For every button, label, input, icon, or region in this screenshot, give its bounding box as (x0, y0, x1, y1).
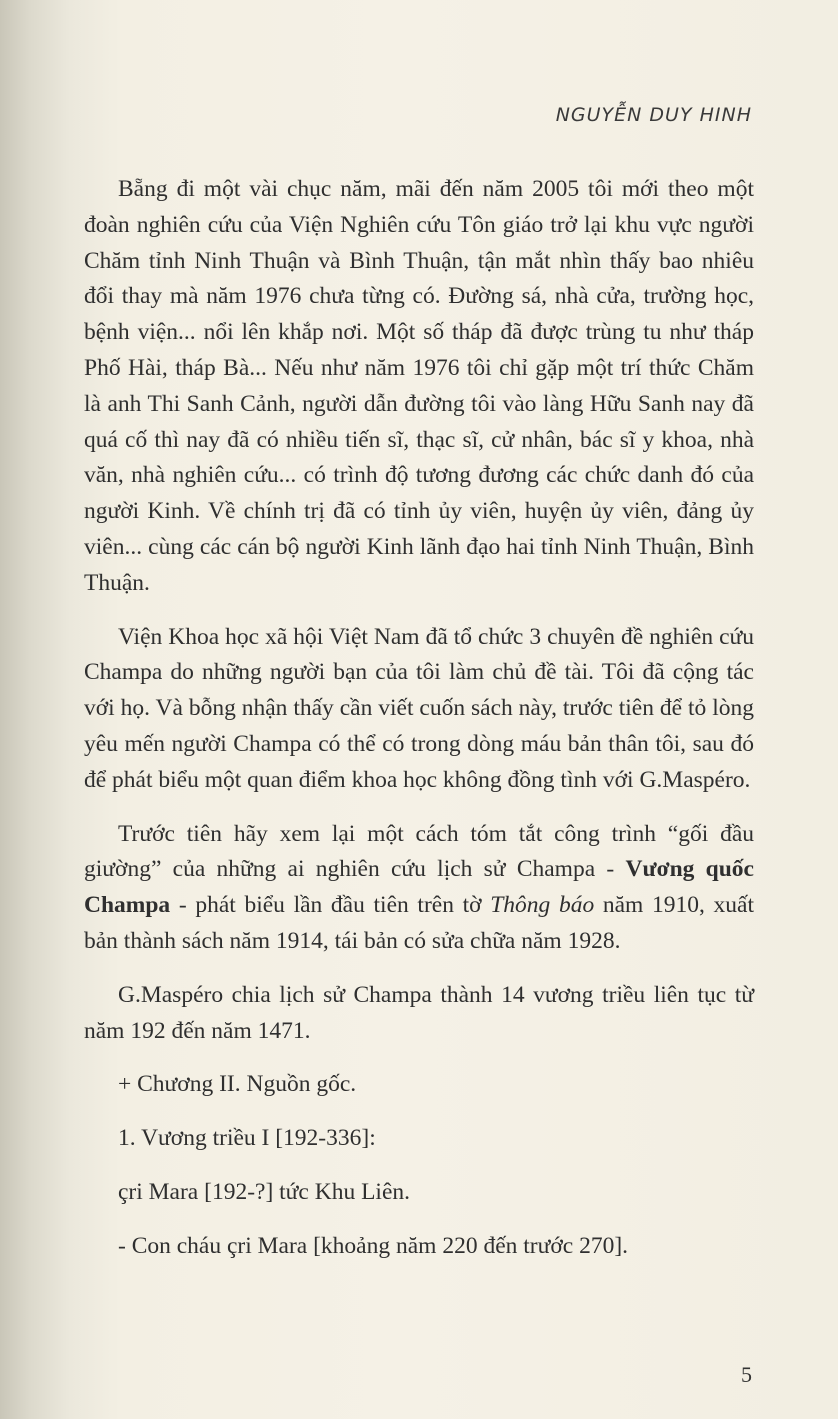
dynasty-heading-line: 1. Vương triều I [192-336]: (118, 1125, 376, 1152)
paragraph-1: Bẵng đi một vài chục năm, mãi đến năm 2005 tôi mới theo một đoàn nghiên cứu của Viện Nghiên cứu Tôn giáo trở lại khu vực người Chăm tỉnh Ninh Thuận và Bình Thuận, tận mắt nhìn thấy bao nhiêu đổi thay mà năm 1976 chưa từng có. Đường sá, nhà cửa, trường học, bệnh viện... nổi lên khắp nơi. Một số tháp đã được trùng tu như tháp Phố Hài, tháp Bà... Nếu như năm 1976 tôi chỉ gặp một trí thức Chăm là anh Thi Sanh Cảnh, người dẫn đường tôi vào làng Hữu Sanh nay đã quá cố thì nay đã có nhiều tiến sĩ, thạc sĩ, cử nhân, bác sĩ y khoa, nhà văn, nhà nghiên cứu... có trình độ tương đương các chức danh đó của người Kinh. Về chính trị đã có tỉnh ủy viên, huyện ủy viên, đảng ủy viên... cùng các cán bộ người Kinh lãnh đạo hai tỉnh Ninh Thuận, Bình Thuận. (84, 176, 754, 596)
paragraph-3-text-1: Trước tiên hãy xem lại một cách tóm tắt công trình “gối đầu giường” của những ai nghiên cứu lịch sử Champa - (84, 820, 754, 883)
paragraph-3-text-3: năm 1910, xuất bản thành sách năm 1914, tái bản có sửa chữa năm 1928. (84, 892, 754, 954)
paragraph-4: G.Maspéro chia lịch sử Champa thành 14 vương triều liên tục từ năm 192 đến năm 1471. (84, 981, 754, 1044)
journal-title-italic: Thông báo (490, 892, 595, 919)
paragraph-3-text-2: - phát biểu lần đầu tiên trên tờ (170, 892, 491, 919)
body-text (84, 172, 754, 1283)
paragraph-3 (84, 817, 754, 960)
book-title-bold: Vương quốc Champa (84, 856, 754, 919)
ruler-line-2: - Con cháu çri Mara [khoảng năm 220 đến trước 270]. (118, 1232, 629, 1259)
running-header-author: NGUYỄN DUY HINH (555, 104, 752, 126)
page-number: 5 (741, 1362, 752, 1387)
chapter-heading-line: + Chương II. Nguồn gốc. (118, 1071, 357, 1098)
paragraph-2: Viện Khoa học xã hội Việt Nam đã tổ chức 3 chuyên đề nghiên cứu Champa do những người bạn của tôi làm chủ đề tài. Tôi đã cộng tác với họ. Và bỗng nhận thấy cần viết cuốn sách này, trước tiên để tỏ lòng yêu mến người Champa có thể có trong dòng máu bản thân tôi, sau đó để phát biểu một quan điểm khoa học không đồng tình với G.Maspéro. (84, 623, 754, 793)
ruler-line-1: çri Mara [192-?] tức Khu Liên. (118, 1178, 411, 1205)
